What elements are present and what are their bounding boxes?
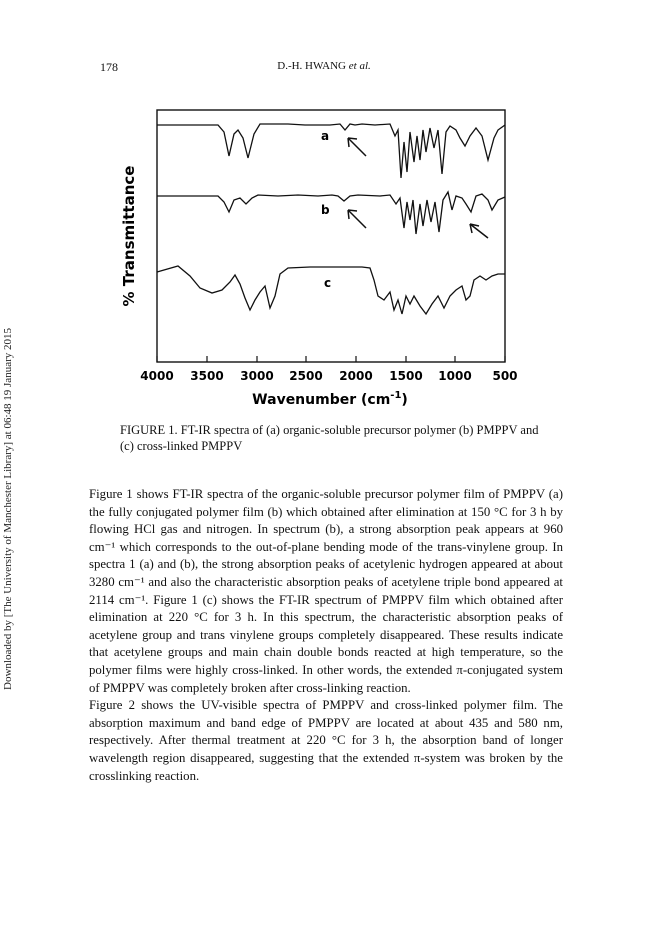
caption-lead: FIGURE 1.	[120, 423, 178, 437]
running-head-etal: et al.	[348, 60, 371, 72]
x-tick-label-2500: 2500	[289, 369, 323, 383]
plot-frame	[157, 110, 505, 362]
spectrum-a-label: a	[321, 129, 330, 143]
running-head	[0, 60, 648, 72]
x-tick-label-3000: 3000	[240, 369, 274, 383]
x-axis-label-end: )	[401, 392, 408, 408]
paragraph-1: Figure 1 shows FT-IR spectra of the organic-soluble precursor polymer film of PMPPV (a) the fully conjugated polymer film (b) which obtained after elimination at 150 °C for 3 h by flowing HCl gas and nitrogen. In spectrum (b), a strong absorption peak appears at 960 cm⁻¹ which corresponds to the out-of-plane bending mode of the trans-vinylene group. In spectra 1 (a) and (b), the strong absorption peaks of acetylenic hydrogen appeared at about 3280 cm⁻¹ and also the characteristic absorption peaks of acetylene triple bond appeared at 2114 cm⁻¹. Figure 1 (c) shows the FT-IR spectrum of PMPPV film which obtained after elimination at 220 °C for 3 h. In this spectrum, the characteristic absorption peaks of acetylene group and trans vinylene groups completely disappeared. These results indicate that acetylene groups and main chain double bonds reacted at high temperature, so the polymer films were highly cross-linked. In other words, the extended π-conjugated system of PMPPV was completely broken after cross-linking reaction.	[89, 487, 563, 695]
x-tick-label-1500: 1500	[389, 369, 423, 383]
spectrum-b-line	[157, 192, 505, 234]
x-tick-label-2000: 2000	[339, 369, 373, 383]
running-head-author: D.-H. HWANG	[277, 60, 349, 72]
x-axis	[157, 356, 505, 362]
spectrum-b-arrow-2	[470, 224, 488, 238]
spectrum-c-line	[157, 266, 505, 314]
spectrum-b-arrow-1	[348, 210, 366, 228]
spectrum-c-label: c	[324, 276, 332, 290]
x-tick-label-3500: 3500	[190, 369, 224, 383]
x-axis-label	[252, 390, 408, 408]
page-number: 178	[100, 60, 118, 74]
spectrum-a-line	[157, 124, 505, 178]
x-axis-label-sup: -1	[390, 390, 402, 401]
paragraph-2: Figure 2 shows the UV-visible spectra of PMPPV and cross-linked polymer film. The absorption maximum and band edge of PMPPV are located at about 435 and 580 nm, respectively. After thermal treatment at 220 °C for 3 h, the absorption band of longer wavelength region disappeared, suggesting that the extended π-system was broken by the crosslinking reaction.	[89, 698, 563, 783]
download-watermark: Downloaded by [The University of Manchester Library] at 06:48 19 January 2015	[2, 328, 14, 690]
spectrum-b-label: b	[321, 203, 330, 217]
y-axis-label: % Transmittance	[120, 165, 138, 307]
ftir-figure	[100, 100, 540, 420]
figure-caption	[120, 422, 540, 454]
x-axis-label-main: Wavenumber (cm	[252, 392, 391, 408]
x-tick-label-4000: 4000	[140, 369, 174, 383]
spectrum-a-arrow	[348, 138, 366, 156]
x-tick-label-500: 500	[492, 369, 518, 383]
x-tick-label-1000: 1000	[438, 369, 472, 383]
caption-text: FT-IR spectra of (a) organic-soluble precursor polymer (b) PMPPV and (c) cross-linked PMPPV	[120, 423, 539, 453]
body-text	[89, 486, 563, 785]
